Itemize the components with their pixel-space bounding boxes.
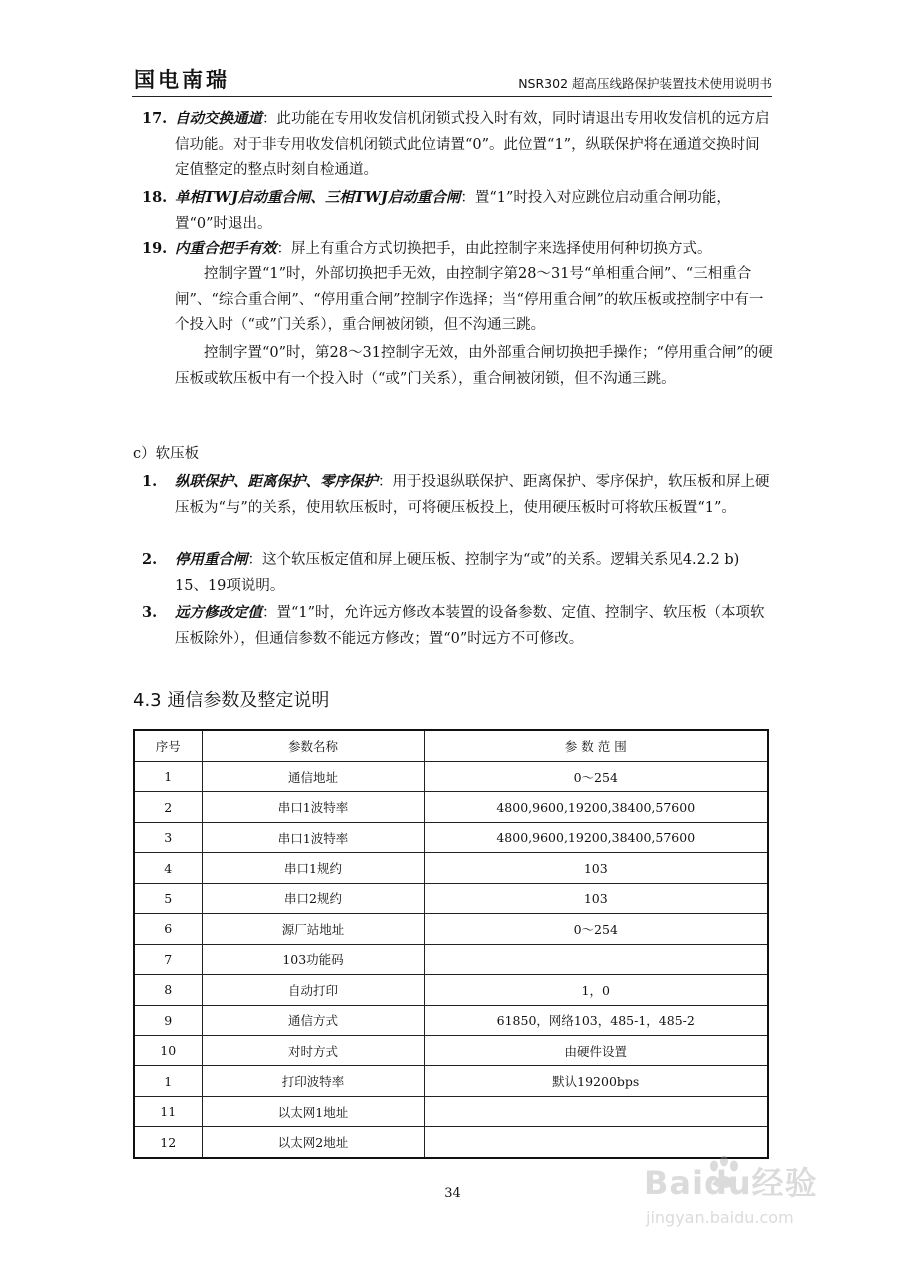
table-row <box>134 1066 768 1096</box>
param-name-cell: 打印波特率 <box>202 1066 424 1096</box>
item-19-paragraph-2: 控制字置“0”时，第28～31控制字无效，由外部重合闸切换把手操作；“停用重合闸”的硬压板或软压板中有一个投入时（“或”门关系），重合闸被闭锁，但不沟通三跳。 <box>175 345 773 387</box>
param-name-cell: 自动打印 <box>202 975 424 1005</box>
item-19 <box>142 236 774 263</box>
item-text <box>175 106 774 184</box>
item-18 <box>142 185 774 237</box>
row-index-cell: 1 <box>134 762 202 792</box>
column-header: 序号 <box>134 730 202 762</box>
column-header: 参 数 范 围 <box>424 730 768 762</box>
row-index-cell: 12 <box>134 1127 202 1158</box>
item-body: ：置“1”时，允许远方修改本装置的设备参数、定值、控制字、软压板（本项软压板除外），但通信参数不能远方修改；置“0”时远方不可修改。 <box>175 605 765 647</box>
section-c-label: c）软压板 <box>133 446 200 462</box>
param-name-cell: 以太网2地址 <box>202 1127 424 1158</box>
table-row <box>134 883 768 913</box>
item-number: 19. <box>142 240 168 257</box>
item-heading: 内重合把手有效 <box>175 240 277 257</box>
baidu-jingyan-watermark <box>640 1150 850 1240</box>
item-number: 3. <box>142 604 158 621</box>
param-range-cell: 默认19200bps <box>424 1066 768 1096</box>
param-range-cell: 由硬件设置 <box>424 1035 768 1065</box>
param-range-cell: 103 <box>424 883 768 913</box>
row-index-cell: 1 <box>134 1066 202 1096</box>
section-4-3-title: 4.3 通信参数及整定说明 <box>133 690 330 711</box>
param-range-cell: 0～254 <box>424 762 768 792</box>
param-name-cell: 串口1波特率 <box>202 792 424 822</box>
table-row <box>134 944 768 974</box>
item-heading: 单相TWJ启动重合闸、三相TWJ启动重合闸 <box>175 189 461 206</box>
param-range-cell: 1，0 <box>424 975 768 1005</box>
page-header <box>132 62 772 97</box>
row-index-cell: 7 <box>134 944 202 974</box>
row-index-cell: 5 <box>134 883 202 913</box>
item-heading: 纵联保护、距离保护、零序保护 <box>175 473 378 490</box>
row-index-cell: 11 <box>134 1096 202 1126</box>
param-name-cell: 通信地址 <box>202 762 424 792</box>
table-row <box>134 914 768 944</box>
comm-params-table <box>133 729 769 1159</box>
item-number: 17. <box>142 110 168 127</box>
soft-plate-item-1 <box>142 469 774 521</box>
table-row <box>134 1035 768 1065</box>
row-index-cell: 2 <box>134 792 202 822</box>
item-text <box>175 185 774 237</box>
item-body: ：此功能在专用收发信机闭锁式投入时有效，同时请退出专用收发信机的远方启信功能。对于非专用收发信机闭锁式此位请置“0”。此位置“1”，纵联保护将在通道交换时间定值整定的整点时刻自检通道。 <box>175 111 770 178</box>
document-title: NSR302 超高压线路保护装置技术使用说明书 <box>518 76 772 91</box>
row-index-cell: 3 <box>134 822 202 852</box>
watermark-url: jingyan.baidu.com <box>646 1208 794 1227</box>
table-row <box>134 1096 768 1126</box>
item-number: 2. <box>142 551 158 568</box>
param-range-cell: 103 <box>424 853 768 883</box>
param-name-cell: 源厂站地址 <box>202 914 424 944</box>
column-header: 参数名称 <box>202 730 424 762</box>
brand-logo-text: 国电南瑞 <box>134 68 230 92</box>
item-heading: 远方修改定值 <box>175 604 262 621</box>
item-17 <box>142 106 774 184</box>
soft-plate-item-2 <box>142 547 774 599</box>
table-row <box>134 762 768 792</box>
item-heading: 自动交换通道 <box>175 110 262 127</box>
item-text <box>175 547 774 599</box>
row-index-cell: 4 <box>134 853 202 883</box>
row-index-cell: 10 <box>134 1035 202 1065</box>
row-index-cell: 8 <box>134 975 202 1005</box>
table-row <box>134 853 768 883</box>
item-number: 1. <box>142 473 158 490</box>
table-header-row <box>134 730 768 762</box>
param-name-cell: 串口1波特率 <box>202 822 424 852</box>
param-range-cell <box>424 1096 768 1126</box>
param-range-cell: 4800,9600,19200,38400,57600 <box>424 822 768 852</box>
param-name-cell: 通信方式 <box>202 1005 424 1035</box>
param-range-cell <box>424 944 768 974</box>
page-number: 34 <box>444 1186 461 1201</box>
param-range-cell: 0～254 <box>424 914 768 944</box>
table-row <box>134 822 768 852</box>
item-19-paragraph-1: 控制字置“1”时，外部切换把手无效，由控制字第28～31号“单相重合闸”、“三相重合闸”、“综合重合闸”、“停用重合闸”控制字作选择；当“停用重合闸”的软压板或控制字中有一个投入时（“或”门关系），重合闸被闭锁，但不沟通三跳。 <box>175 266 764 333</box>
table-row <box>134 975 768 1005</box>
item-body: ：用于投退纵联保护、距离保护、零序保护，软压板和屏上硬压板为“与”的关系，使用软压板时，可将硬压板投上，使用硬压板时可将软压板置“1”。 <box>175 474 770 516</box>
param-range-cell: 4800,9600,19200,38400,57600 <box>424 792 768 822</box>
item-text <box>175 469 774 521</box>
param-name-cell: 对时方式 <box>202 1035 424 1065</box>
param-name-cell: 串口1规约 <box>202 853 424 883</box>
param-name-cell: 以太网1地址 <box>202 1096 424 1126</box>
item-heading: 停用重合闸 <box>175 551 248 568</box>
param-name-cell: 103功能码 <box>202 944 424 974</box>
row-index-cell: 6 <box>134 914 202 944</box>
param-name-cell: 串口2规约 <box>202 883 424 913</box>
param-range-cell: 61850，网络103，485-1，485-2 <box>424 1005 768 1035</box>
item-body: ：置“1”时投入对应跳位启动重合闸功能，置“0”时退出。 <box>175 190 731 232</box>
item-number: 18. <box>142 189 168 206</box>
item-body: ：这个软压板定值和屏上硬压板、控制字为“或”的关系。逻辑关系见4.2.2 b) 15、19项说明。 <box>175 552 740 594</box>
item-text <box>175 236 774 263</box>
watermark-logo-text: Baidu经验 <box>644 1164 818 1202</box>
item-body: ：屏上有重合方式切换把手，由此控制字来选择使用何种切换方式。 <box>276 241 712 257</box>
item-text <box>175 600 774 652</box>
table-row <box>134 1005 768 1035</box>
row-index-cell: 9 <box>134 1005 202 1035</box>
table-row <box>134 792 768 822</box>
soft-plate-item-3 <box>142 600 774 652</box>
